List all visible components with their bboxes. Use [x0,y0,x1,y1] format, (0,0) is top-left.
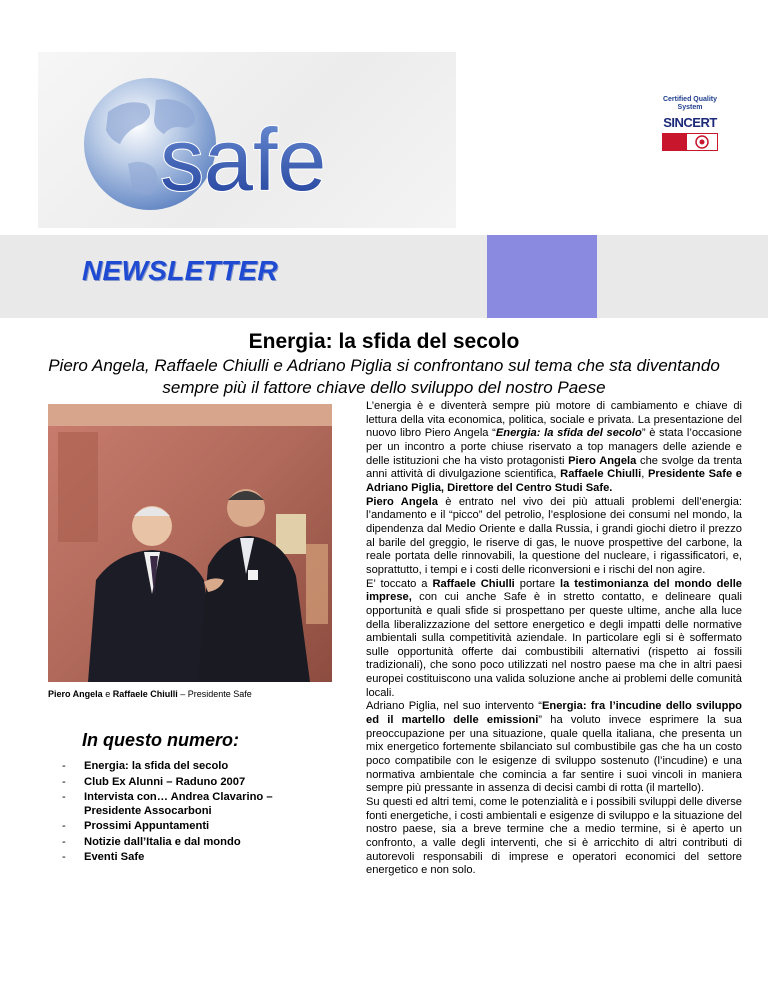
bureau-veritas-icon [662,133,718,151]
toc-item[interactable]: - Prossimi Appuntamenti [62,820,210,832]
toc-item[interactable]: - Intervista con… Andrea Clavarino – Presidente Assocarboni [62,791,273,817]
sincert-logo: SINCERT [663,115,717,130]
safe-logo [38,52,456,228]
article-paragraph: L’energia è e diventerà sempre più motore di cambiamento e chiave di lettura della vita economica, politica, sociale e privata. La presentazione del nuovo libro Piero Angela “Energia: la sfida del secolo” è stata l’occasione per un incontro a porte chiuse riservato a top managers delle aziende e delle istituzioni che ha visto protagonisti Piero Angela che svolge da trenta anni attività di divulgazione scientifica, Raffaele Chiulli, Presidente Safe e Adriano Piglia, Direttore del Centro Studi Safe. [366,400,742,494]
toc-title: In questo numero: [82,730,239,750]
logo-panel [38,52,456,228]
logo-text: safe [160,110,327,209]
event-photo [48,404,332,682]
toc-item[interactable]: - Eventi Safe [62,851,145,863]
toc-list [62,760,302,867]
photo-caption: Piero Angela e Raffaele Chiulli – Presidente Safe [48,689,252,699]
article-paragraph: Su questi ed altri temi, come le potenzialità e i possibili sviluppi delle diverse fonti energetiche, i costi ambientali e esigenze di sviluppo e la situazione del nostro paese, sia a breve termine che a medio termine, si è aperto un confronto, a valle degli interventi, che si è arricchito di altri contributi di autorevoli responsabili di imprese e operatori economici del settore energetico e non solo. [366,796,742,877]
certification-badge [660,96,720,151]
toc-item[interactable]: - Notizie dall’Italia e dal mondo [62,835,241,848]
purple-block [487,235,597,318]
certified-label: Certified Quality System [662,96,718,111]
toc-item[interactable]: - Club Ex Alunni – Raduno 2007 [62,775,246,788]
article-paragraph: Adriano Piglia, nel suo intervento “Energia: fra l’incudine dello sviluppo ed il martello delle emissioni” ha voluto invece esprimere la sua preoccupazione per una situazione, quale quella italiana, che presenta un mix energetico fortemente sbilanciato sul combustibile gas che ha un costo poco compatibile con le esigenze di sviluppo sostenuto (l’incudine) e una normativa ambientale che comincia a far sentire i suoi vincoli in maniera sempre più pressante in assenza di decisi cambi di rotta (il martello). [366,700,742,795]
article-paragraph: Piero Angela è entrato nel vivo dei più attuali problemi dell’energia: l’andamento e il “picco” del petrolio, l’esplosione dei consumi nel mondo, la dipendenza dal Medio Oriente e dalla Russia, i grandi giochi dietro il prezzo al barile del greggio, le riserve di gas, le nuove prospettive del carbone, la reale portata delle rinnovabili, la questione del nucleare, i rigassificatori, e, soprattutto, i tempi e i costi delle riconversioni e i rischi del non agire. [366,495,742,576]
article-paragraph: E’ toccato a Raffaele Chiulli portare la testimonianza del mondo delle imprese, con cui anche Safe è in stretto contatto, e delineare quali opportunità e quali sfide si prospettano per queste ultime, anche alla luce della liberalizzazione del settore energetico e degli impatti delle normative ambientali sulla competitività aziendale. In particolare egli si è soffermato sulle opportunità offerte dai combustibili alternativi (rispetto ai fossili tradizionali), che sono poco utilizzati nel nostro paese ma che in altri paesi europei costituiscono una valida soluzione anche ai problemi delle comunità locali. [366,577,742,699]
article-subheadline: Piero Angela, Raffaele Chiulli e Adriano Piglia si confrontano sul tema che sta diventando sempre più il fattore chiave dello sviluppo del nostro Paese [48,356,720,397]
toc-item[interactable]: - Energia: la sfida del secolo [62,760,229,772]
article-headline: Energia: la sfida del secolo [248,330,520,353]
article-body [366,400,742,878]
newsletter-title: NEWSLETTER [82,255,278,286]
